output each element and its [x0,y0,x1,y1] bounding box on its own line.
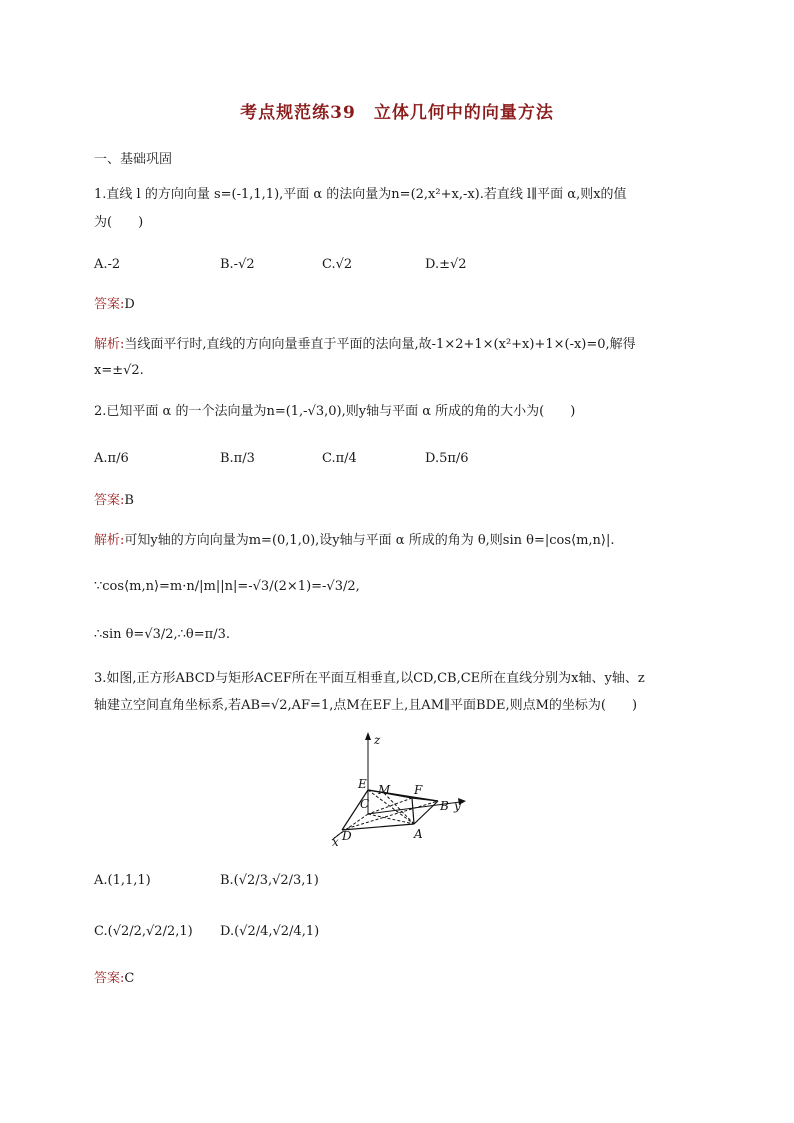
q1-option-a: A.-2 [94,257,121,272]
analysis-label: 解析: [94,533,125,548]
analysis-text: 可知y轴的方向向量为m=(0,1,0),设y轴与平面 α 所成的角为 θ,则sin θ=|cos⟨m,n⟩|. [124,533,615,548]
edge-FA [412,798,414,824]
q2-option-c: C.π/4 [322,451,357,466]
page-title: 考点规范练39 立体几何中的向量方法 [240,103,554,123]
z-axis-arrow [365,732,371,740]
answer-value: D [124,297,135,312]
q3-option-b: B.(√2/3,√2/3,1) [220,873,319,888]
section-heading: 一、基础巩固 [94,152,173,167]
answer-label: 答案: [94,297,125,312]
analysis-text: 当线面平行时,直线的方向向量垂直于平面的法向量,故-1×2+1×(x²+x)+1×(-x)=0,解得 [124,337,636,352]
q3-option-c: C.(√2/2,√2/2,1) [94,924,193,939]
q1-option-b: B.-√2 [220,257,255,272]
q3-option-d: D.(√2/4,√2/4,1) [220,924,320,939]
q1-analysis-line-1 [94,336,636,354]
answer-label: 答案: [94,493,125,508]
label-A: A [414,827,423,841]
q3-answer [94,970,134,988]
label-M: M [378,783,391,797]
label-B: B [440,799,449,813]
analysis-label: 解析: [94,337,125,352]
answer-value: C [124,971,135,986]
question-3-line-2: 轴建立空间直角坐标系,若AB=√2,AF=1,点M在EF上,且AM∥平面BDE,则点M的坐标为( ) [94,698,638,713]
question-2-line-1: 2.已知平面 α 的一个法向量为n=(1,-√3,0),则y轴与平面 α 所成的角的大小为( ) [94,404,576,419]
q2-answer [94,492,134,510]
q2-analysis-line-2: ∵cos⟨m,n⟩=m·n/|m||n|=-√3/(2×1)=-√3/2, [94,579,360,594]
q2-analysis-line-3: ∴sin θ=√3/2,∴θ=π/3. [94,627,230,642]
answer-label: 答案: [94,971,125,986]
q3-option-a: A.(1,1,1) [94,873,151,888]
q1-analysis-line-2: x=±√2. [94,363,144,378]
label-D: D [342,829,352,843]
dashed-EA [368,790,414,824]
q1-option-d: D.±√2 [425,257,467,272]
q2-option-b: B.π/3 [220,451,255,466]
question-1-line-2: 为( ) [94,215,144,230]
q2-option-a: A.π/6 [94,451,129,466]
q1-option-c: C.√2 [322,257,353,272]
question-3-line-1: 3.如图,正方形ABCD与矩形ACEF所在平面互相垂直,以CD,CB,CE所在直线分别为x轴、y轴、z [94,671,645,686]
label-x: x [332,835,339,849]
question-1-line-1: 1.直线 l 的方向向量 s=(-1,1,1),平面 α 的法向量为n=(2,x²+x,-x).若直线 l∥平面 α,则x的值 [94,187,627,202]
label-E: E [358,777,367,791]
label-z: z [374,733,381,747]
answer-value: B [124,493,134,508]
geometry-figure [320,728,480,850]
q2-analysis-line-1 [94,532,615,550]
label-F: F [414,783,423,797]
label-y: y [454,799,461,813]
label-C: C [360,797,370,811]
q2-option-d: D.5π/6 [425,451,469,466]
q1-answer [94,296,135,314]
